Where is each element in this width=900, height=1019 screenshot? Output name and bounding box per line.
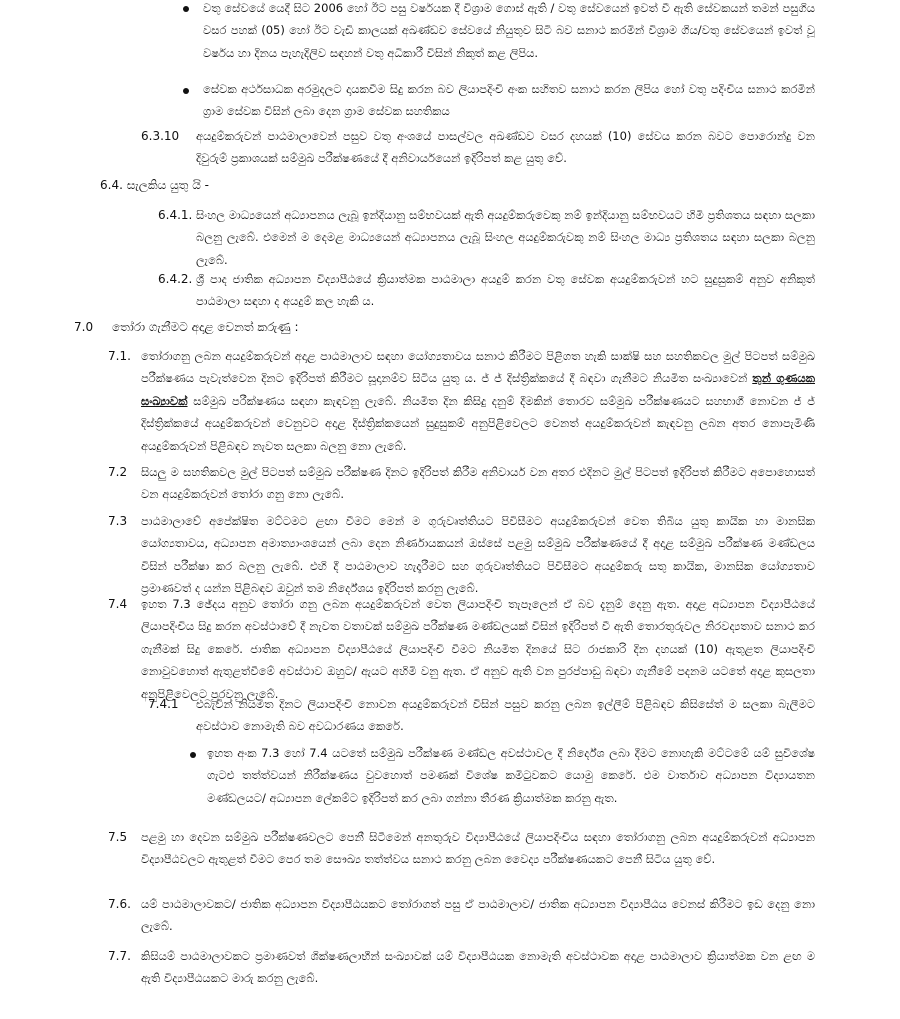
section-number: 6.4.1. (158, 208, 193, 222)
section-7-5-text: පළමු හා දෙවන සම්මුඛ පරීක්ෂණවලට පෙනී සිටීමෙන් අනතුරුව විද්‍යාපීඨයේ ලියාපදිංචිය සඳහා තෝරාගනු ලබන අයදුම්කරුවන් අධ්‍යාපන විද්‍යාපීඨවලට ඇතුළත් වීමට පෙර තම සෞඛ්‍ය තත්ත්වය සනාථ කරනු ලබන වෛද්‍ය පරීක්ෂණයකට පෙනී සිටිය යුතු වේ. (141, 830, 815, 867)
section-7-2-text: සියලු ම සහතිකවල මුල් පිටපත් සම්මුඛ පරීක්ෂණ දිනට ඉදිරිපත් කිරීම අනිවාර්ය වන අතර එදිනට මුල් පිටපත් ඉදිරිපත් කිරීමට අපොහොසත් වන අයදුම්කරුවන් තෝරා ගනු නො ලැබේ. (141, 465, 815, 502)
section-7-4-text: ඉහත 7.3 ඡේදය අනුව තෝරා ගනු ලබන අයදුම්කරුවන් වෙත ලියාපදිංචි තැපෑලෙන් ඒ බව දැනුම් දෙනු ඇත. අදාළ අධ්‍යාපන විද්‍යාපීඨයේ ලියාපදිංචිය සිදු කරන අවස්ථාවේ දී නැවත වතාවක් සම්මුඛ පරීක්ෂණ මණ්ඩලයක් විසින් ඉදිරිපත් වී ඇති තොරතුරුවල නිරවද්‍යතාව සනාථ කර ගැනීමක් සිදු කෙරේ. ජාතික අධ්‍යාපන විද්‍යාපීඨයේ ලියාපදිංචි වීමට නියමිත දිනයේ සිට රාජකාරි දින දහයක් (10) ඇතුළත ලියාපදිංචි නොවුවහොත් ඇතුළත්වීමේ අවස්ථාව ඔහුට/ ඇයට අහිමි වනු ඇත. ඒ අනුව ඇති වන පුරප්පාඩු බඳවා ගැනීමේ පදනම යටතේ අදාළ කුසලතා අනුපිළිවෙලට පුරවනු ලැබේ. (141, 597, 815, 701)
section-number: 7.7. (108, 949, 131, 963)
section-number: 7.5 (108, 830, 128, 844)
section-7-7-text: කිසියම් පාඨමාලාවකට ප්‍රමාණවත් ශික්ෂණලාභීන් සංඛ්‍යාවක් යම් විද්‍යාපීඨයක නොමැති අවස්ථාවක අදාළ පාඨමාලාව ක්‍රියාත්මක වන ළඟ ම ඇති විද්‍යාපීඨයකට මාරු කරනු ලැබේ. (141, 949, 815, 986)
section-7-6-text: යම් පාඨමාලාවකට/ ජාතික අධ්‍යාපන විද්‍යාපීඨයකට තෝරාගත් පසු ඒ පාඨමාලාව/ ජාතික අධ්‍යාපන විද්‍යාපීඨය වෙනස් කිරීමට ඉඩ දෙනු නො ලැබේ. (141, 897, 815, 934)
bullet-paragraph-epf-letter: සේවක අර්ථසාධක අරමුදලට දායකවීම සිදු කරන බව ලියාපදිංචි අංක සහිතව සනාථ කරන ලිපිය හෝ වතු පදිංචිය සනාථ කරමින් ග්‍රාම සේවක විසින් ලබා දෙන ග්‍රාම සේවක සහතිකය (203, 82, 815, 119)
section-number: 6.4.2. (158, 272, 193, 286)
section-number: 7.6. (108, 897, 131, 911)
section-6-4-heading: 6.4. සැලකිය යුතු යි - (100, 178, 209, 192)
underlined-phrase: තුන් ගුණයක සංඛ්‍යාවක් (141, 371, 815, 408)
bullet-icon (190, 752, 196, 758)
bullet-icon (183, 88, 189, 94)
section-6-4-2-text: ශ්‍රී පාද ජාතික අධ්‍යාපන විද්‍යාපීඨයේ ක්‍රියාත්මක පාඨමාලා අයදුම් කරන වතු සේවක අයදුම්කරුවන් හට සුදුසුකම් අනුව අනිකුත් පාඨමාලා සඳහා ද අයදුම් කල හැකි ය. (196, 272, 815, 309)
section-7-0-heading: තෝරා ගැනීමට අදාළ වෙනත් කරුණු : (112, 320, 299, 334)
section-6-3-10-text: අයදුම්කරුවන් පාඨමාලාවෙන් පසුව වතු අංශයේ පාසල්වල අඛණ්ඩව වසර දහයක් (10) සේවය කරන බවට පොරොන්දු වන දිවුරුම් ප්‍රකාශයක් සම්මුඛ පරීක්ෂණයේ දී අනිවාර්යයෙන් ඉදිරිපත් කළ යුතු වේ. (196, 129, 815, 166)
section-number: 6.3.10 (141, 129, 180, 143)
section-7-4-1-text: එබැවින් නියමිත දිනට ලියාපදිංචි නොවන අයදුම්කරුවන් විසින් පසුව කරනු ලබන ඉල්ලීම් පිළිබඳව කිසිසේත් ම සලකා බැලීමට අවස්ථාව නොමැති බව අවධාරණය කෙරේ. (196, 697, 815, 734)
section-number: 7.4 (108, 597, 128, 611)
bullet-paragraph-estate-letter: වතු සේවයේ යෙදී සිට 2006 හෝ ඊට පසු වර්ෂයක දී විශ්‍රාම ගොස් ඇති / වතු සේවයෙන් ඉවත් වී ඇති සේවකයන් තමන් පසුගිය වසර පහක් (05) හෝ ඊට වැඩි කාලයක් අඛණ්ඩව සේවයේ නියුතුව සිටි බව සනාථ කරමින් විශ්‍රාම ගිය/වතු සේවයෙන් ඉවත් වූ වර්ෂය හා දිනය පැහැදිලිව සඳහන් වතු අධිකාරී විසින් නිකුත් කළ ලිපිය. (203, 1, 815, 60)
section-7-3-text: පාඨමාලාවේ අපේක්ෂිත මට්ටමට ළඟා වීමට මෙන් ම ගුරුවෘත්තියට පිවිසීමට අයදුම්කරුවන් වෙත තිබිය යුතු කායික හා මානසික යෝග්‍යතාවය, අධ්‍යාපන අමාත්‍යාංශයෙන් ලබා දෙන නිර්ණායකයන් ඔස්සේ පළමු සම්මුඛ පරීක්ෂණයේ දී අදාළ සම්මුඛ පරීක්ෂණ මණ්ඩලය විසින් පරීක්ෂා කර බලනු ලැබේ. එහි දී පාඨමාලාව හැදෑරීමට සහ ගුරුවෘත්තියට පිවිසීමට අයදුම්කරු සතු කායික, මානසික යෝග්‍යතාව ප්‍රමාණවත් ද යන්න පිළිබඳව ඔවුන් තම නිර්දේශය ඉදිරිපත් කරනු ලැබේ. (141, 514, 815, 596)
bullet-icon (183, 6, 189, 12)
section-number: 7.2 (108, 465, 128, 479)
section-number: 7.1. (108, 349, 131, 363)
section-7-1-text-after: සම්මුඛ පරීක්ෂණය සඳහා කැඳවනු ලැබේ. නියමිත දින කිසිදු දනුම් දීමකින් තොරව සම්මුඛ පරීක්ෂණයට සහභාගී නොවන ජ් ජ් දිස්ත්‍රික්කයේ අයදුම්කරුවන් වෙනුවට අදාළ දිස්ත්‍රික්කයෙන් සුදුසුකම් අනුපිළිවෙලට වෙනත් අයදුම්කරුවන් කැඳවනු ලබන අතර නොපැමිණි අයදුම්කරුවන් පිළිබඳව නැවත සලකා බලනු නො ලැබේ. (141, 393, 815, 453)
section-number: 7.3 (108, 514, 128, 528)
section-7-1-text-before: තෝරාගනු ලබන අයදුම්කරුවන් අදාළ පාඨමාලාව සඳහා යෝග්‍යතාවය සනාථ කිරීමට පිළිගත හැකි සාක්ෂි සහ සහතිකවල මුල් පිටපත් සම්මුඛ පරීක්ෂණය පැවැත්වෙන දිනට ඉදිරිපත් කිරීමට සූදානම්ව සිටිය යුතු ය. ජ් ජ් දිස්ත්‍රික්කයේ දී බඳවා ගැනීමට නියමිත සංඛ්‍යාවෙන් (141, 349, 815, 386)
section-7-1-text (141, 345, 815, 457)
section-6-4-1-text: සිංහල මාධ්‍යයෙන් අධ්‍යාපනය ලැබූ ඉන්දියානු සම්භවයක් ඇති අයදුම්කරුවෙකු නම් ඉන්දියානු සම්භවයට හිමි ප්‍රතිශතය සඳහා සලකා බලනු ලැබේ. එමෙන් ම දෙමළ මාධ්‍යයෙන් අධ්‍යාපනය ලැබූ සිංහල අයදුම්කරුවකු නම් සිංහල මාධ්‍ය ප්‍රතිශතය සඳහා සලකා බලනු ලැබේ. (196, 208, 815, 267)
section-number: 7.4.1 (148, 697, 179, 711)
bullet-paragraph-special-committee: ඉහත අංක 7.3 හෝ 7.4 යටතේ සම්මුඛ පරීක්ෂණ මණ්ඩල අවස්ථාවල දී නිර්දේශ ලබා දීමට නොහැකි මට්ටමේ යම් සුවිශේෂ ගැටළු තත්ත්වයන් නිරීක්ෂණය වුවහොත් පමණක් විශේෂ කමිටුවකට යොමු කෙරේ. එම වාර්තාව අධ්‍යාපන විද්‍යායතන මණ්ඩලයට/ අධ්‍යාපන ලේකම්ට ඉදිරිපත් කර ලබා ගන්නා තීරණ ක්‍රියාත්මක කරනු ඇත. (207, 746, 815, 805)
section-number: 7.0 (74, 320, 94, 334)
